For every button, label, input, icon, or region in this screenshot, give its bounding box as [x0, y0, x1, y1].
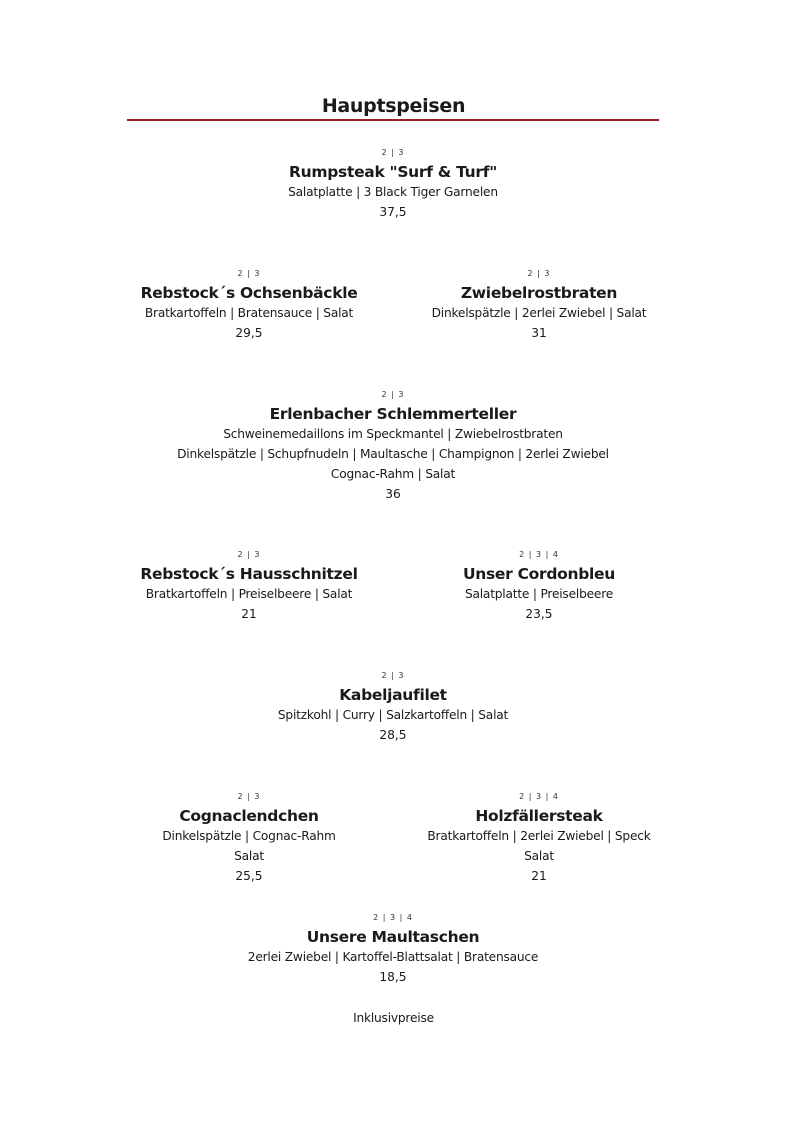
dish-zwiebelrostbraten — [389, 268, 689, 343]
dish-description: Salatplatte | Preiselbeere — [464, 587, 614, 601]
dish-description: Salatplatte | 3 Black Tiger Garnelen — [288, 185, 498, 199]
dish-name: Rebstock´s Ochsenbäckle — [140, 284, 358, 302]
allergen-tag: 2 | 3 | 4 — [519, 550, 559, 559]
dish-holzfaellersteak — [389, 791, 689, 886]
dish-price: 18,5 — [379, 970, 407, 984]
dish-description: Bratkartoffeln | Bratensauce | Salat — [144, 306, 354, 320]
allergen-tag: 2 | 3 — [237, 550, 261, 559]
dish-name: Zwiebelrostbraten — [460, 284, 618, 302]
menu-title: Hauptspeisen — [321, 95, 466, 117]
allergen-tag: 2 | 3 | 4 — [373, 913, 413, 922]
dish-name: Rumpsteak "Surf & Turf" — [289, 163, 497, 181]
dish-name: Unser Cordonbleu — [462, 565, 615, 583]
dish-description: Spitzkohl | Curry | Salzkartoffeln | Salat — [277, 708, 509, 722]
allergen-tag: 2 | 3 — [381, 671, 405, 680]
dish-kabeljaufilet — [93, 670, 693, 745]
dish-description: Cognac-Rahm | Salat — [330, 467, 456, 481]
dish-schlemmerteller — [93, 389, 693, 504]
dish-maultaschen — [93, 912, 693, 987]
dish-price: 29,5 — [235, 326, 263, 340]
dish-name: Rebstock´s Hausschnitzel — [140, 565, 358, 583]
allergen-tag: 2 | 3 — [381, 148, 405, 157]
dish-price: 28,5 — [379, 728, 407, 742]
dish-price: 23,5 — [525, 607, 553, 621]
dish-name: Unsere Maultaschen — [306, 928, 480, 946]
dish-ochsenbaeckle — [99, 268, 399, 343]
dish-description: 2erlei Zwiebel | Kartoffel-Blattsalat | Bratensauce — [247, 950, 539, 964]
dish-name: Cognaclendchen — [179, 807, 319, 825]
dish-description: Dinkelspätzle | 2erlei Zwiebel | Salat — [431, 306, 647, 320]
dish-price: 37,5 — [379, 205, 407, 219]
allergen-tag: 2 | 3 — [527, 269, 551, 278]
title-divider — [127, 119, 659, 121]
dish-price: 36 — [385, 487, 401, 501]
dish-hausschnitzel — [99, 549, 399, 624]
dish-description: Schweinemedaillons im Speckmantel | Zwiebelrostbraten — [223, 427, 563, 441]
allergen-tag: 2 | 3 — [237, 269, 261, 278]
allergen-tag: 2 | 3 — [381, 390, 405, 399]
allergen-tag: 2 | 3 — [237, 792, 261, 801]
dish-price: 25,5 — [235, 869, 263, 883]
dish-price: 31 — [531, 326, 547, 340]
dish-name: Erlenbacher Schlemmerteller — [269, 405, 517, 423]
dish-name: Kabeljaufilet — [339, 686, 447, 704]
dish-price: 21 — [531, 869, 547, 883]
price-note: Inklusivpreise — [353, 1011, 434, 1025]
dish-description: Dinkelspätzle | Schupfnudeln | Maultasche | Champignon | 2erlei Zwiebel — [177, 447, 609, 461]
dish-name: Holzfällersteak — [475, 807, 603, 825]
dish-price: 21 — [241, 607, 257, 621]
dish-cordonbleu — [389, 549, 689, 624]
allergen-tag: 2 | 3 | 4 — [519, 792, 559, 801]
dish-description: Bratkartoffeln | 2erlei Zwiebel | Speck — [427, 829, 651, 843]
dish-description: Salat — [524, 849, 554, 863]
dish-description: Salat — [234, 849, 264, 863]
dish-description: Bratkartoffeln | Preiselbeere | Salat — [145, 587, 353, 601]
dish-rumpsteak — [93, 147, 693, 222]
dish-description: Dinkelspätzle | Cognac-Rahm — [162, 829, 336, 843]
dish-cognaclendchen — [99, 791, 399, 886]
